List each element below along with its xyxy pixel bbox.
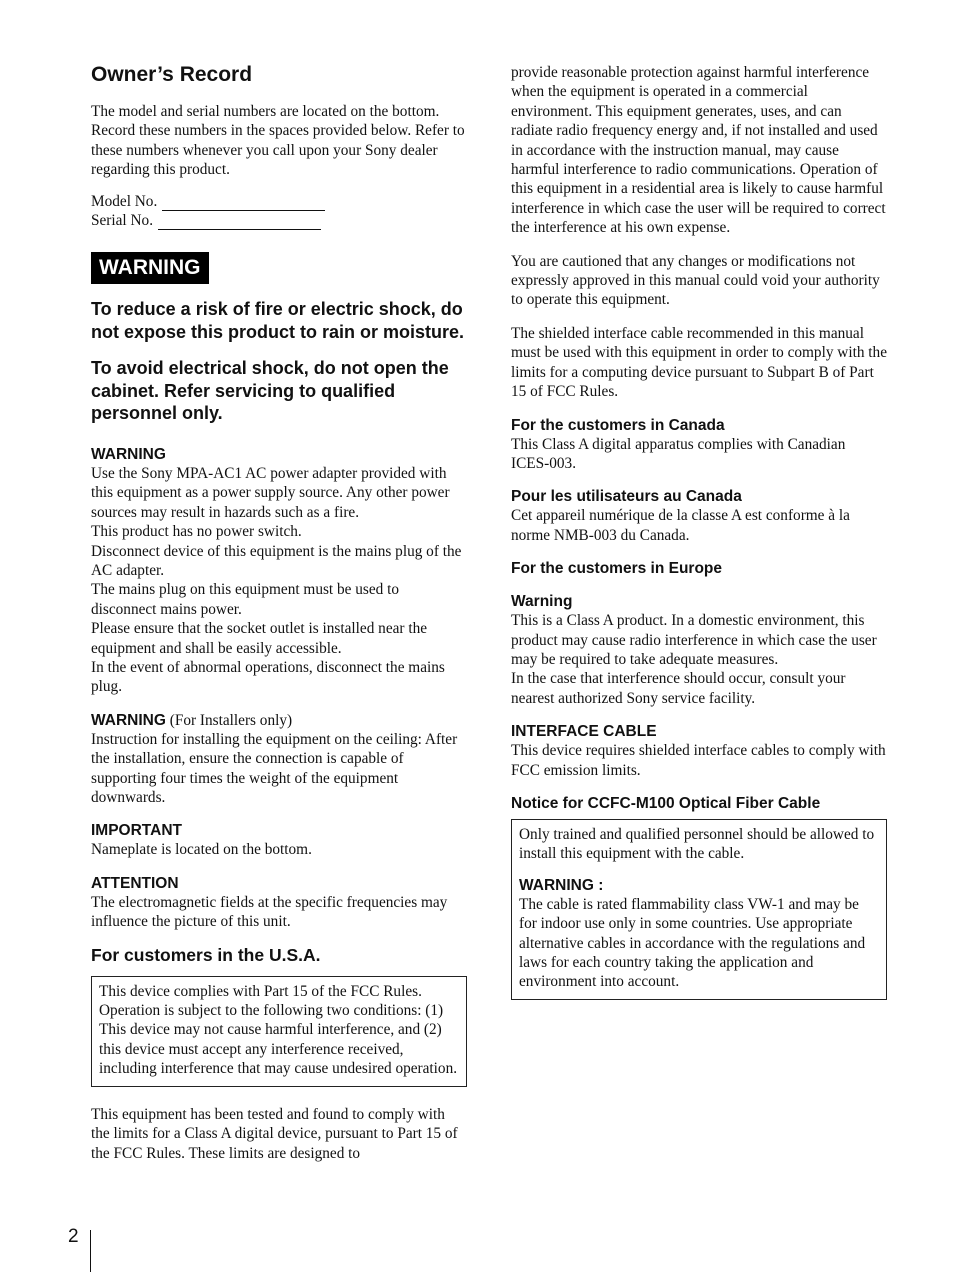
usa-heading: For customers in the U.S.A. bbox=[91, 944, 321, 965]
notice-heading: Notice for CCFC-M100 Optical Fiber Cable bbox=[511, 794, 821, 812]
cautioned-text: You are cautioned that any changes or modifications not expressly approved in this manual could void your authority to operate this equipment. bbox=[511, 252, 880, 309]
warning-lines bbox=[91, 464, 467, 697]
fcc-compliance-text: This device complies with Part 15 of the FCC Rules. Operation is subject to the following two conditions: (1) This device may not cause harmful interference, and (2) this device must accept any interference received, including interference that may cause undesired operation. bbox=[99, 982, 458, 1078]
important-heading: IMPORTANT bbox=[91, 822, 182, 840]
shielded-cable-text: The shielded interface cable recommended in this manual must be used with this equipment in order to comply with the limits for a computing device pursuant to Subpart B of Part 15 of FCC Rules. bbox=[511, 324, 887, 401]
notice-warning-heading: WARNING : bbox=[519, 876, 604, 894]
installers-text: Instruction for installing the equipment on the ceiling: After the installation, ensure the connection is capable of supporting four times the weight of the equipment downwards. bbox=[91, 730, 458, 807]
warning-lead-shock: To avoid electrical shock, do not open the cabinet. Refer servicing to qualified personnel only. bbox=[91, 358, 449, 424]
notice-box bbox=[511, 819, 887, 1000]
notice-box-text: Only trained and qualified personnel should be allowed to install this equipment with the cable. bbox=[519, 825, 875, 863]
installers-heading-row bbox=[91, 711, 467, 730]
installers-heading-suffix: (For Installers only) bbox=[165, 711, 293, 729]
model-number-blank bbox=[162, 196, 325, 211]
serial-number-blank bbox=[158, 215, 321, 230]
owners-record-title: Owner’s Record bbox=[91, 63, 253, 86]
canada-text: This Class A digital apparatus complies with Canadian ICES-003. bbox=[511, 435, 846, 472]
owners-record-text: The model and serial numbers are located on the bottom. Record these numbers in the spaces provided below. Refer to these numbers whenever you call upon your Sony dealer regarding this product. bbox=[91, 103, 465, 179]
attention-text: The electromagnetic fields at the specific frequencies may influence the picture of this unit. bbox=[91, 893, 448, 931]
canada-heading: For the customers in Canada bbox=[511, 416, 725, 434]
attention-heading: ATTENTION bbox=[91, 874, 179, 892]
interface-cable-heading: INTERFACE CABLE bbox=[511, 723, 657, 741]
warning-line: Use the Sony MPA-AC1 AC power adapter provided with this equipment as a power supply source. Any other power sources may result in hazards such as a fire. bbox=[91, 464, 450, 521]
europe-text-2: In the case that interference should occur, consult your nearest authorized Sony service facility. bbox=[511, 670, 846, 707]
warning-line: This product has no power switch. bbox=[91, 523, 302, 541]
interface-cable-text: This device requires shielded interface cables to comply with FCC emission limits. bbox=[511, 742, 886, 779]
installers-heading: WARNING bbox=[91, 711, 166, 729]
serial-number-label: Serial No. bbox=[91, 212, 154, 230]
warning-line: In the event of abnormal operations, disconnect the mains plug. bbox=[91, 659, 445, 696]
fcc-continued-text: provide reasonable protection against harmful interference when the equipment is operated in a commercial environment. This equipment generates, uses, and can radiate radio frequency energy and, if not installed and used in accordance with the instruction manual, may cause harmful interference to radio communications. Operation of this equipment in a residential area is likely to cause harmful interference in which case the user will be required to correct the interference at his own expense. bbox=[511, 64, 886, 237]
europe-heading: For the customers in Europe bbox=[511, 560, 723, 578]
warning-banner: WARNING bbox=[91, 252, 209, 284]
model-number-label: Model No. bbox=[91, 192, 158, 210]
serial-number-row bbox=[91, 211, 467, 230]
notice-warning-text: The cable is rated flammability class VW-1 and may be for indoor use only in some countries. Use appropriate alternative cables in accordance with the regulations and laws for each country taking the application and environment into account. bbox=[519, 895, 866, 991]
model-number-row bbox=[91, 192, 467, 211]
fcc-tested-text: This equipment has been tested and found to comply with the limits for a Class A digital device, pursuant to Part 15 of the FCC Rules. These limits are designed to bbox=[91, 1105, 458, 1162]
fcc-compliance-box bbox=[91, 976, 467, 1087]
canada-fr-heading: Pour les utilisateurs au Canada bbox=[511, 488, 742, 506]
important-text: Nameplate is located on the bottom. bbox=[91, 841, 312, 859]
europe-warning-heading: Warning bbox=[511, 593, 573, 611]
warning-lead-fire: To reduce a risk of fire or electric shock, do not expose this product to rain or moisture. bbox=[91, 299, 465, 342]
warning-heading: WARNING bbox=[91, 445, 166, 463]
europe-text-1: This is a Class A product. In a domestic environment, this product may cause radio interference in which case the user may be required to take adequate measures. bbox=[511, 612, 877, 668]
warning-line: Disconnect device of this equipment is the mains plug of the AC adapter. bbox=[91, 542, 462, 579]
page-number-rule bbox=[90, 1230, 91, 1272]
warning-line: Please ensure that the socket outlet is installed near the equipment and shall be easily accessible. bbox=[91, 620, 428, 657]
right-column bbox=[511, 63, 887, 1000]
warning-line: The mains plug on this equipment must be used to disconnect mains power. bbox=[91, 581, 400, 618]
page-number: 2 bbox=[68, 1226, 79, 1247]
canada-fr-text: Cet appareil numérique de la classe A est conforme à la norme NMB-003 du Canada. bbox=[511, 507, 850, 544]
left-column bbox=[91, 60, 467, 1163]
